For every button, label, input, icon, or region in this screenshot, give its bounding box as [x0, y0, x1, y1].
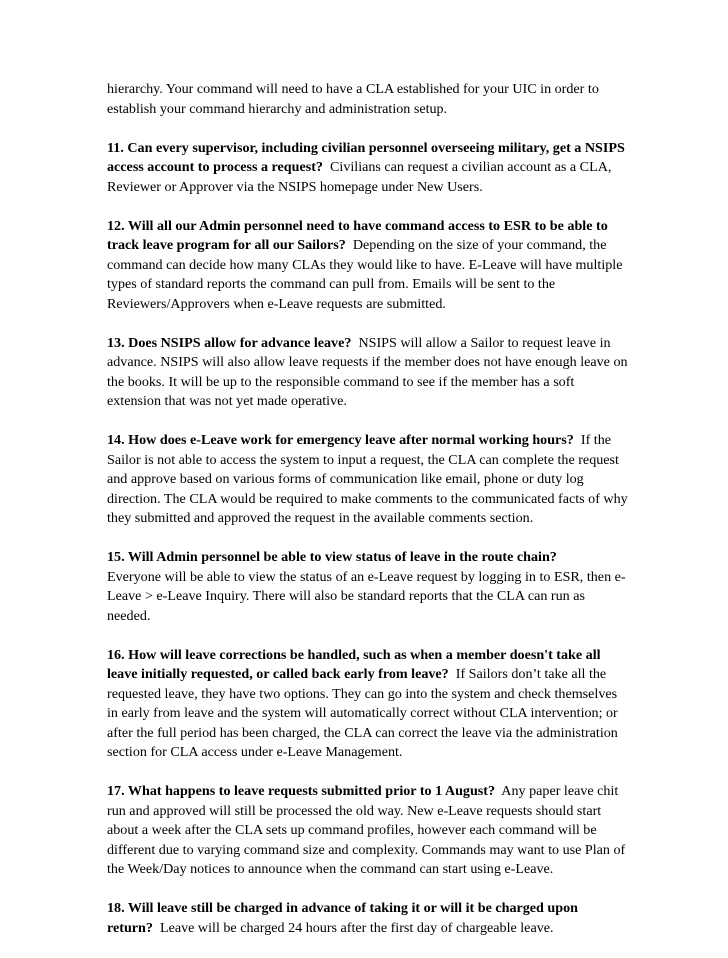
faq-item-17	[107, 782, 629, 880]
faq-item-15	[107, 548, 629, 626]
faq-item-18	[107, 899, 629, 938]
faq-question-14: 14. How does e-Leave work for emergency leave after normal working hours?	[107, 432, 574, 448]
faq-question-12: 12. Will all our Admin personnel need to have command access to ESR to be able to track leave program for all our Sailors?	[107, 217, 608, 253]
faq-answer-14: If the Sailor is not able to access the system to input a request, the CLA can complete the request and approve based on various forms of communication like email, phone or duty log direction. The CLA would be required to make comments to the communicated facts of why they submitted and approved the request in the available comments section.	[107, 432, 628, 526]
faq-answer-17: Any paper leave chit run and approved will still be processed the old way. New e-Leave requests should start about a week after the CLA sets up command profiles, however each command will be different due to varying command size and complexity. Commands may want to use Plan of the Week/Day notices to announce when the command can start using e-Leave.	[107, 783, 626, 877]
faq-item-13	[107, 334, 629, 412]
intro-paragraph: hierarchy. Your command will need to have a CLA established for your UIC in order to establish your command hierarchy and administration setup.	[107, 81, 599, 117]
faq-question-15: 15. Will Admin personnel be able to view status of leave in the route chain?	[107, 549, 557, 565]
faq-item-16	[107, 646, 629, 763]
faq-answer-15: Everyone will be able to view the status of an e-Leave request by logging in to ESR, then e-Leave > e-Leave Inquiry. There will also be standard reports that the CLA can run as needed.	[107, 568, 626, 624]
faq-question-18: 18. Will leave still be charged in advance of taking it or will it be charged upon return?	[107, 900, 578, 936]
faq-answer-12: Depending on the size of your command, the command can decide how many CLAs they would like to have. E-Leave will have multiple types of standard reports the command can pull from. Emails will be sent to the Reviewers/Approvers when e-Leave requests are submitted.	[107, 237, 623, 312]
faq-item-14	[107, 431, 629, 529]
faq-answer-18: Leave will be charged 24 hours after the first day of chargeable leave.	[159, 919, 554, 936]
faq-item-12	[107, 217, 629, 315]
faq-item-11	[107, 139, 629, 198]
faq-answer-16: If Sailors don’t take all the requested leave, they have two options. They can go into the system and check themselves in early from leave and the system will automatically correct without CLA intervention; or after the full period has been charged, the CLA can correct the leave via the administration section for CLA access under e-Leave Management.	[107, 666, 618, 760]
faq-question-13: 13. Does NSIPS allow for advance leave?	[107, 334, 352, 351]
faq-question-16: 16. How will leave corrections be handled, such as when a member doesn't take all leave initially requested, or called back early from leave?	[107, 646, 601, 682]
faq-answer-13: NSIPS will allow a Sailor to request leave in advance. NSIPS will also allow leave requests if the member does not have enough leave on the books. It will be up to the responsible command to see if the member has a soft extension that was not yet made operative.	[107, 334, 628, 409]
faq-question-11: 11. Can every supervisor, including civilian personnel overseeing military, get a NSIPS access account to process a request?	[107, 139, 625, 175]
faq-question-17: 17. What happens to leave requests submitted prior to 1 August?	[107, 783, 496, 799]
document-page	[107, 80, 629, 958]
faq-answer-11: Civilians can request a civilian account as a CLA, Reviewer or Approver via the NSIPS homepage under New Users.	[107, 159, 612, 195]
